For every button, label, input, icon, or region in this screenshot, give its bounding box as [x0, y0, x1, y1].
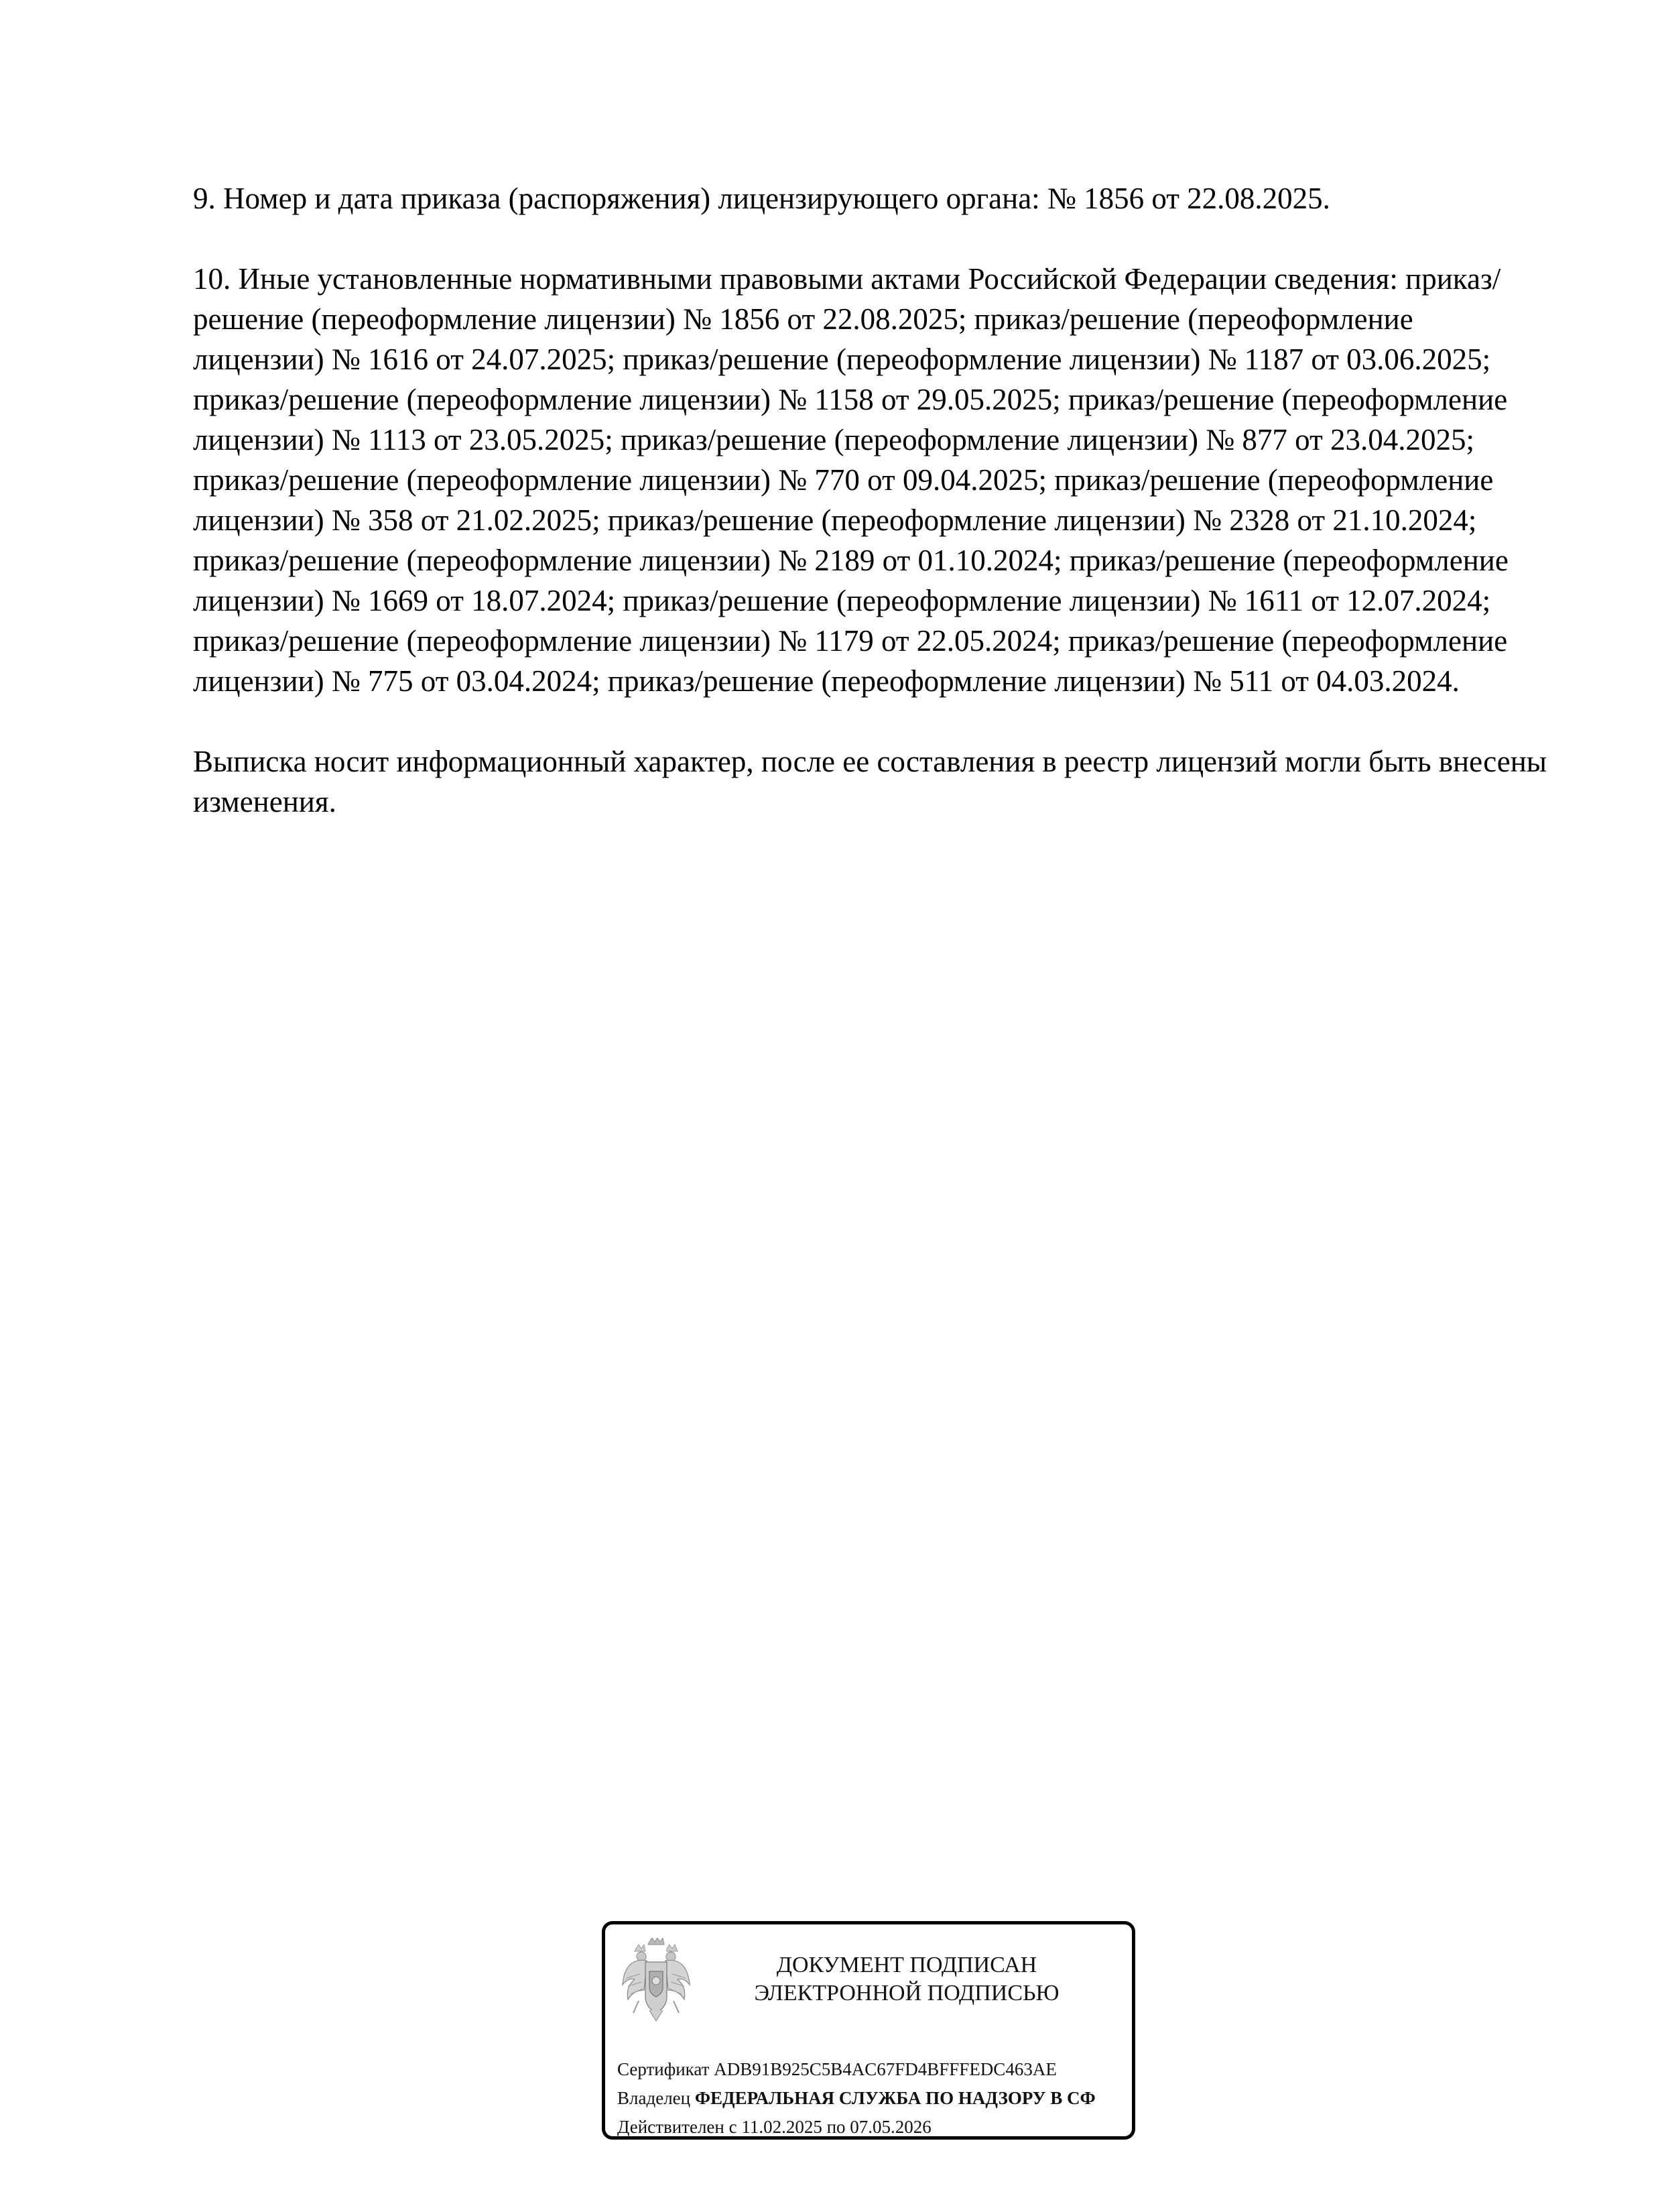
- stamp-title-line-1: ДОКУМЕНТ ПОДПИСАН: [776, 1953, 1037, 1977]
- certificate-line: [617, 2059, 1057, 2080]
- certificate-value: ADB91B925C5B4AC67FD4BFFFEDC463AE: [714, 2059, 1057, 2079]
- certificate-label: Сертификат: [617, 2059, 710, 2079]
- item-9-order-number: 9. Номер и дата приказа (распоряжения) лицензирующего органа: № 1856 от 22.08.2025.: [193, 182, 1330, 215]
- disclaimer-note: Выписка носит информационный характер, после ее составления в реестр лицензий могли быть внесены изменения.: [193, 745, 1547, 818]
- validity-line: Действителен с 11.02.2025 по 07.05.2026: [617, 2117, 932, 2137]
- owner-value: ФЕДЕРАЛЬНАЯ СЛУЖБА ПО НАДЗОРУ В СФ: [694, 2088, 1096, 2108]
- owner-label: Владелец: [617, 2088, 691, 2108]
- document-body: [193, 178, 1547, 862]
- coat-of-arms-icon: [620, 1938, 692, 2024]
- stamp-title-line-2: ЭЛЕКТРОННОЙ ПОДПИСЬЮ: [754, 1981, 1060, 2006]
- item-10-other-info: 10. Иные установленные нормативными правовыми актами Российской Федерации сведения: приказ/решение (переоформление лицензии) № 1856 от 22.08.2025; приказ/решение (переоформление лицензии) № 1616 от 24.07.2025; приказ/решение (переоформление лицензии) № 1187 от 03.06.2025; приказ/решение (переоформление лицензии) № 1158 от 29.05.2025; приказ/решение (переоформление лицензии) № 1113 от 23.05.2025; приказ/решение (переоформление лицензии) № 877 от 23.04.2025; приказ/решение (переоформление лицензии) № 770 от 09.04.2025; приказ/решение (переоформление лицензии) № 358 от 21.02.2025; приказ/решение (переоформление лицензии) № 2328 от 21.10.2024; приказ/решение (переоформление лицензии) № 2189 от 01.10.2024; приказ/решение (переоформление лицензии) № 1669 от 18.07.2024; приказ/решение (переоформление лицензии) № 1611 от 12.07.2024; приказ/решение (переоформление лицензии) № 1179 от 22.05.2024; приказ/решение (переоформление лицензии) № 775 от 03.04.2024; приказ/решение (переоформление лицензии) № 511 от 04.03.2024.: [193, 262, 1509, 698]
- owner-line: [617, 2087, 1096, 2109]
- electronic-signature-stamp: [602, 1921, 1135, 2140]
- stamp-title: [706, 1951, 1108, 2008]
